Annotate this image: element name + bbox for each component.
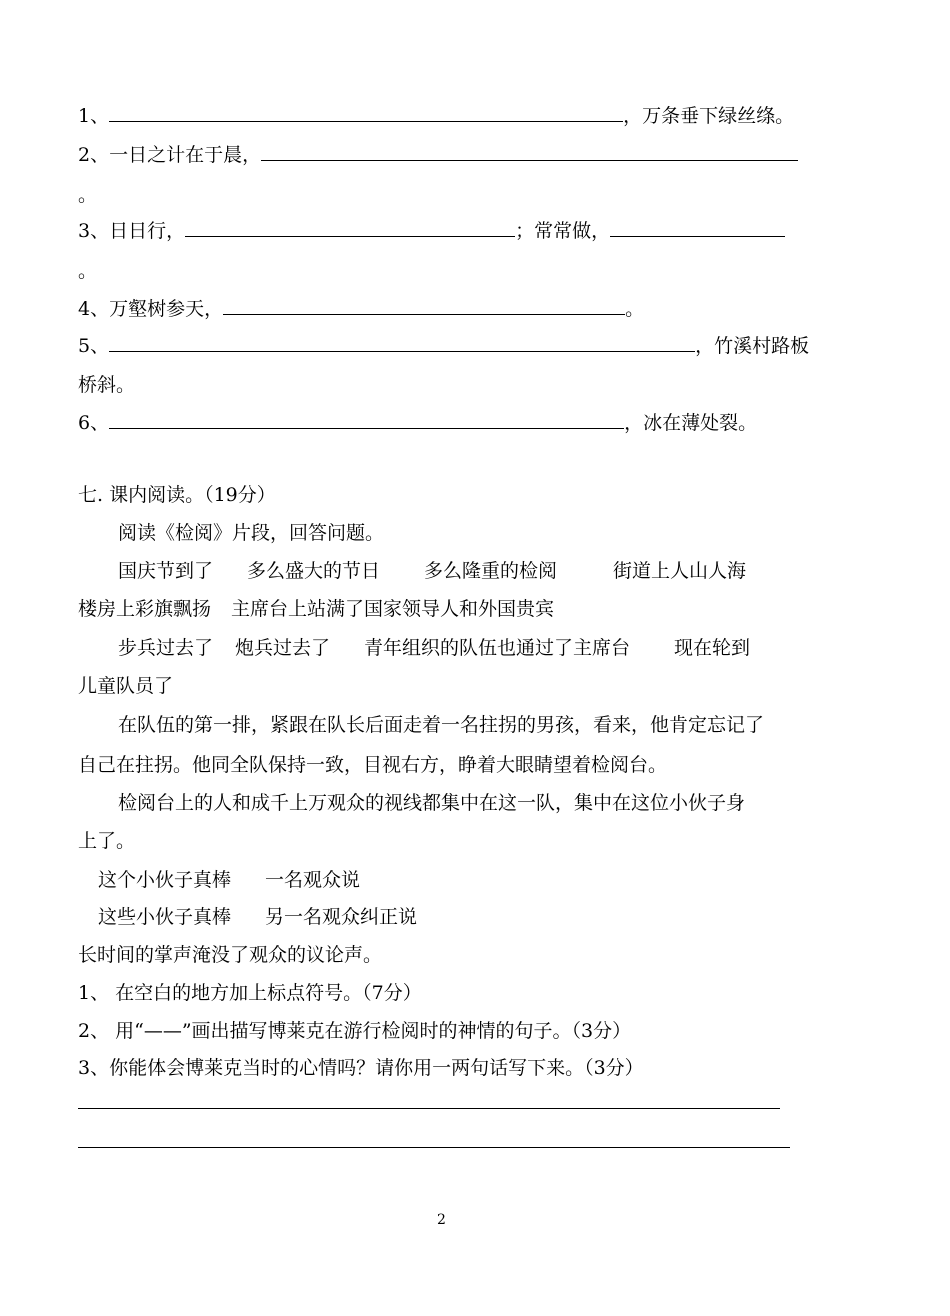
q4-blank[interactable] — [223, 298, 625, 315]
para1-line2 — [78, 597, 554, 621]
page-number: 2 — [437, 1212, 446, 1228]
q3-text: 3、日日行， — [78, 220, 186, 242]
q3-end: 。 — [78, 260, 98, 282]
fill-q6 — [78, 411, 757, 435]
q5-blank[interactable] — [109, 335, 695, 352]
fill-q4 — [78, 297, 644, 321]
para1-line1 — [118, 559, 746, 583]
q6-number: 6、 — [78, 412, 110, 434]
para2-seg2: 炮兵过去了 — [235, 637, 331, 659]
fill-q5 — [78, 334, 809, 358]
para1-seg2: 多么盛大的节日 — [247, 560, 381, 582]
fill-q1 — [78, 104, 794, 128]
q5-number: 5、 — [78, 335, 110, 357]
q6-blank[interactable] — [109, 412, 624, 429]
quote1-seg2: 一名观众说 — [265, 869, 361, 891]
para1-seg3: 多么隆重的检阅 — [424, 560, 558, 582]
section7-intro: 阅读《检阅》片段，回答问题。 — [118, 522, 385, 544]
answer-line-2[interactable] — [78, 1147, 790, 1148]
closing-line: 长时间的掌声淹没了观众的议论声。 — [78, 944, 383, 966]
quote2-seg2: 另一名观众纠正说 — [265, 906, 418, 928]
quote2-seg1: 这些小伙子真棒 — [98, 906, 232, 928]
para1-seg1: 国庆节到了 — [118, 560, 214, 582]
question-2: 2、 用“——”画出描写博莱克在游行检阅时的神情的句子。（3分） — [78, 1020, 632, 1042]
section7-title: 七. 课内阅读。（19分） — [78, 484, 276, 506]
q6-suffix: ，冰在薄处裂。 — [624, 412, 758, 434]
q3-blank-1[interactable] — [185, 220, 515, 237]
fill-q3 — [78, 219, 785, 243]
para1-seg6: 主席台上站满了国家领导人和外国贵宾 — [231, 598, 555, 620]
q4-text: 4、万壑树参天， — [78, 298, 224, 320]
q5-suffix: ，竹溪村路板 — [695, 335, 810, 357]
q1-blank[interactable] — [109, 105, 623, 122]
para2-seg3: 青年组织的队伍也通过了主席台 — [364, 637, 631, 659]
para3-line1: 在队伍的第一排，紧跟在队长后面走着一名拄拐的男孩，看来，他肯定忘记了 — [118, 714, 765, 736]
question-1: 1、 在空白的地方加上标点符号。（7分） — [78, 982, 422, 1004]
quote-2 — [98, 905, 417, 929]
q2-end: 。 — [78, 184, 98, 206]
q3-mid: ；常常做， — [515, 220, 611, 242]
q1-number: 1、 — [78, 105, 110, 127]
answer-line-1[interactable] — [78, 1108, 780, 1109]
q5-continuation: 桥斜。 — [78, 374, 136, 396]
para2-seg4: 现在轮到 — [674, 637, 751, 659]
para1-seg4: 街道上人山人海 — [613, 560, 747, 582]
para4-line2: 上了。 — [78, 830, 136, 852]
q2-text: 2、一日之计在于晨， — [78, 144, 262, 166]
question-3: 3、你能体会博莱克当时的心情吗？请你用一两句话写下来。（3分） — [78, 1057, 644, 1079]
q3-blank-2[interactable] — [610, 220, 785, 237]
para1-seg5: 楼房上彩旗飘扬 — [78, 598, 212, 620]
quote-1 — [98, 868, 360, 892]
para2-line2: 儿童队员了 — [78, 675, 174, 697]
fill-q2 — [78, 143, 798, 167]
q2-blank[interactable] — [261, 144, 798, 161]
q1-suffix: ，万条垂下绿丝绦。 — [623, 105, 795, 127]
q4-end: 。 — [625, 298, 645, 320]
quote1-seg1: 这个小伙子真棒 — [98, 869, 232, 891]
para2-line1 — [118, 636, 750, 660]
para3-line2: 自己在拄拐。他同全队保持一致，目视右方，睁着大眼睛望着检阅台。 — [78, 754, 668, 776]
para2-seg1: 步兵过去了 — [118, 637, 214, 659]
para4-line1: 检阅台上的人和成千上万观众的视线都集中在这一队，集中在这位小伙子身 — [118, 792, 746, 814]
